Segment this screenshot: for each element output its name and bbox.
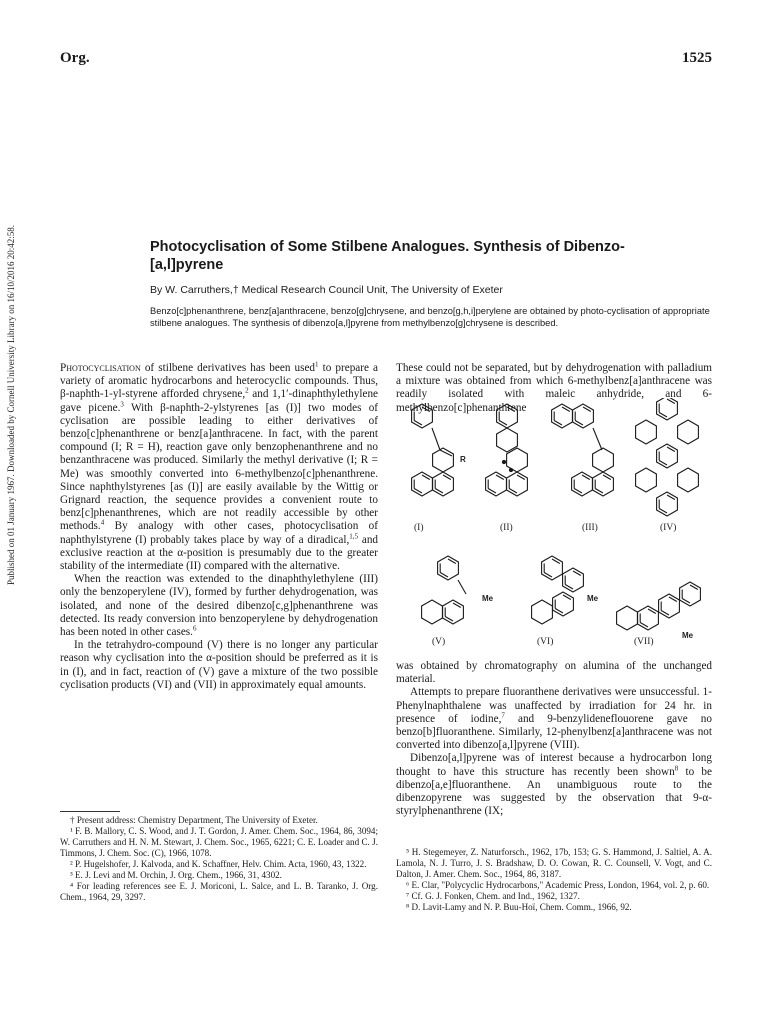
footnote-4: ⁴ For leading references see E. J. Moriconi, L. Salce, and L. B. Taranko, J. Org. Chem., 1964, 29, 3297. — [60, 881, 378, 902]
download-watermark-text: Published on 01 January 1967. Downloaded by Cornell University Library on 16/10/2016 20:42:58. — [6, 225, 16, 585]
text-run: to prepare a variety of aromatic hydrocarbons and heterocyclic compounds. Thus, β-naphth-1-yl-styrene afforded chrysene, — [60, 362, 378, 401]
text-run: and exclusive reaction at the α-position is presumably due to the greater stability of the intermediate (II) compared with the alternative. — [60, 533, 379, 573]
text-run: and 9-benzylideneflouorene gave no benzo[b]fluoranthene. Similarly, 12-phenylbenz[a]anthracene was not converted into dibenzo[a,l]pyrene (VIII). — [396, 712, 712, 752]
footnote-rule — [60, 811, 120, 812]
footnotes-right — [396, 847, 712, 913]
paragraph-chromatography: was obtained by chromatography on alumina of the unchanged material. — [396, 660, 712, 686]
citation-mark: 1 — [315, 360, 319, 369]
substituent-R: R — [460, 455, 466, 464]
substituent-Me-VI: Me — [587, 594, 599, 603]
structure-VII — [617, 582, 701, 630]
footnote-7: ⁷ Cf. G. J. Fonken, Chem. and Ind., 1962, 1327. — [406, 891, 580, 901]
paragraph-intro — [60, 362, 378, 573]
paragraph-tetrahydro: In the tetrahydro-compound (V) there is no longer any particular reason why cyclisation into the α-position should be preferred as it is in (I), and in fact, reaction of (V) gave a mixture of the two possible cyclisation products (VI) and (VII) in approximately equal amounts. — [60, 639, 378, 691]
paragraph-dibenzopyrene — [396, 752, 712, 818]
text-run: and 1,1′-dinaphthylethylene gave picene. — [60, 388, 379, 414]
label-V: (V) — [432, 637, 446, 647]
structures-figure — [392, 398, 714, 650]
footnote-5: ⁵ H. Stegemeyer, Z. Naturforsch., 1962, 17b, 153; G. S. Hammond, J. Saltiel, A. A. Lamola, N. J. Turro, J. S. Bradshaw, D. O. Cowan, R. C. Counsell, V. Vogt, and C. Dalton, J. Amer. Chem. Soc., 1964, 86, 3187. — [396, 847, 712, 879]
structure-VI — [532, 556, 584, 624]
label-VI: (VI) — [537, 637, 554, 647]
paragraph-dinaphthyl — [60, 573, 378, 639]
title-line-1: Photocyclisation of Some Stilbene Analogues. Synthesis of Dibenzo- — [150, 239, 625, 255]
footnote-2: ² P. Hugelshofer, J. Kalvoda, and K. Schaffner, Helv. Chim. Acta, 1960, 43, 1322. — [70, 859, 367, 869]
title-line-2: [a,l]pyrene — [150, 257, 224, 273]
structures-svg — [392, 398, 714, 650]
abstract: Benzo[c]phenanthrene, benz[a]anthracene, benzo[g]chrysene, and benzo[g,h,i]perylene are obtained by photo-cyclisation of appropriate stilbene analogues. The synthesis of dibenzo[a,l]pyrene from methylbenzo[g]chrysene is described. — [150, 306, 710, 328]
lead-word: Photocyclisation — [60, 362, 141, 374]
structure-II — [486, 404, 528, 496]
right-column-bottom — [396, 660, 712, 818]
label-IV: (IV) — [660, 523, 677, 533]
citation-mark: 6 — [192, 624, 197, 633]
citation-mark: 4 — [100, 518, 105, 527]
label-III: (III) — [582, 523, 598, 533]
article-title — [150, 238, 710, 274]
footnote-1: ¹ F. B. Mallory, C. S. Wood, and J. T. Gordon, J. Amer. Chem. Soc., 1964, 86, 3094; W. Carruthers and H. N. M. Stewart, J. Chem. Soc., 1965, 6221; C. E. Loader and C. J. Timmons, J. Chem. Soc. (C), 1966, 1078. — [60, 826, 378, 858]
paragraph-fluoranthene — [396, 686, 712, 752]
text-run: Dibenzo[a,l]pyrene was of interest because a hydrocarbon long thought to have this structure has recently been shown — [396, 752, 712, 778]
substituent-Me-VII: Me — [682, 631, 694, 640]
text-run: of stilbene derivatives has been used — [140, 362, 316, 374]
label-VII: (VII) — [634, 637, 654, 647]
structure-IV — [636, 398, 699, 516]
footnote-3: ³ E. J. Levi and M. Orchin, J. Org. Chem., 1966, 31, 4302. — [70, 870, 282, 880]
footnotes-left — [60, 815, 378, 903]
footnote-address: † Present address: Chemistry Department, The University of Exeter. — [70, 815, 318, 825]
citation-mark: 7 — [501, 711, 505, 720]
structure-V — [422, 556, 466, 624]
footnote-8: ⁸ D. Lavit-Lamy and N. P. Buu-Hoï, Chem. Comm., 1966, 92. — [406, 902, 632, 912]
footnote-6: ⁶ E. Clar, "Polycyclic Hydrocarbons," Academic Press, London, 1964, vol. 2, p. 60. — [406, 880, 710, 890]
text-run: Attempts to prepare fluoranthene derivatives were unsuccessful. 1-Phenylnaphthalene was unaffected by irradiation for 24 hr. in presence of iodine, — [396, 686, 712, 725]
journal-section: Org. — [60, 50, 90, 66]
structure-III — [552, 404, 614, 496]
substituent-Me-V: Me — [482, 594, 494, 603]
paragraph-separation: These could not be separated, but by dehydrogenation with palladium a mixture was obtained from which 6-methylbenz[a]anthracene was readily isolated with maleic anhydride, and 6-methylbenzo[c]phenanthrene — [396, 362, 712, 414]
left-column — [60, 362, 378, 692]
citation-mark: 8 — [674, 763, 679, 772]
label-II: (II) — [500, 523, 513, 533]
citation-mark: 3 — [120, 399, 124, 408]
author-byline: By W. Carruthers,† Medical Research Council Unit, The University of Exeter — [150, 284, 503, 296]
download-watermark — [4, 180, 18, 630]
text-run: When the reaction was extended to the dinaphthylethylene (III) only the benzoperylene (IV), formed by further dehydrogenation, was isolated, and none of the desired dibenzo[c,g]phenanthrene was detected. Its ready conversion into benzoperylene by dehydrogenation has been noted in other cases. — [60, 573, 378, 639]
citation-mark: 1,5 — [349, 531, 359, 540]
text-run: to be dibenzo[a,e]fluoranthene. An unambiguous route to the dibenzopyrene was suggested by the observation that 9-α-styrylphenanthrene (IX; — [396, 765, 712, 818]
label-I: (I) — [414, 523, 424, 533]
citation-mark: 2 — [245, 386, 249, 395]
structure-I — [412, 404, 454, 496]
text-run: By analogy with other cases, photocyclisation of naphthylstyrene (I) probably takes place by way of a diradical, — [60, 520, 378, 546]
page-number: 1525 — [682, 50, 712, 66]
text-run: With β-naphth-2-ylstyrenes [as (I)] two modes of cyclisation are possible leading to either derivatives of benzo[c]phenanthrene or benz[a]anthracene. In fact, with the parent compound (I; R = H), reaction gave only benzophenanthrene and no benzanthracene was produced. Similarly the methyl derivative (I; R = Me) was smoothly converted into 6-methylbenzo[c]phenanthrene. Since naphthylstyrenes [as (I)] are easily available by the Wittig or Grignard reaction, the sequence provides a convenient route to benz[c]phenanthrenes, which are not readily accessible by other methods. — [60, 401, 379, 533]
